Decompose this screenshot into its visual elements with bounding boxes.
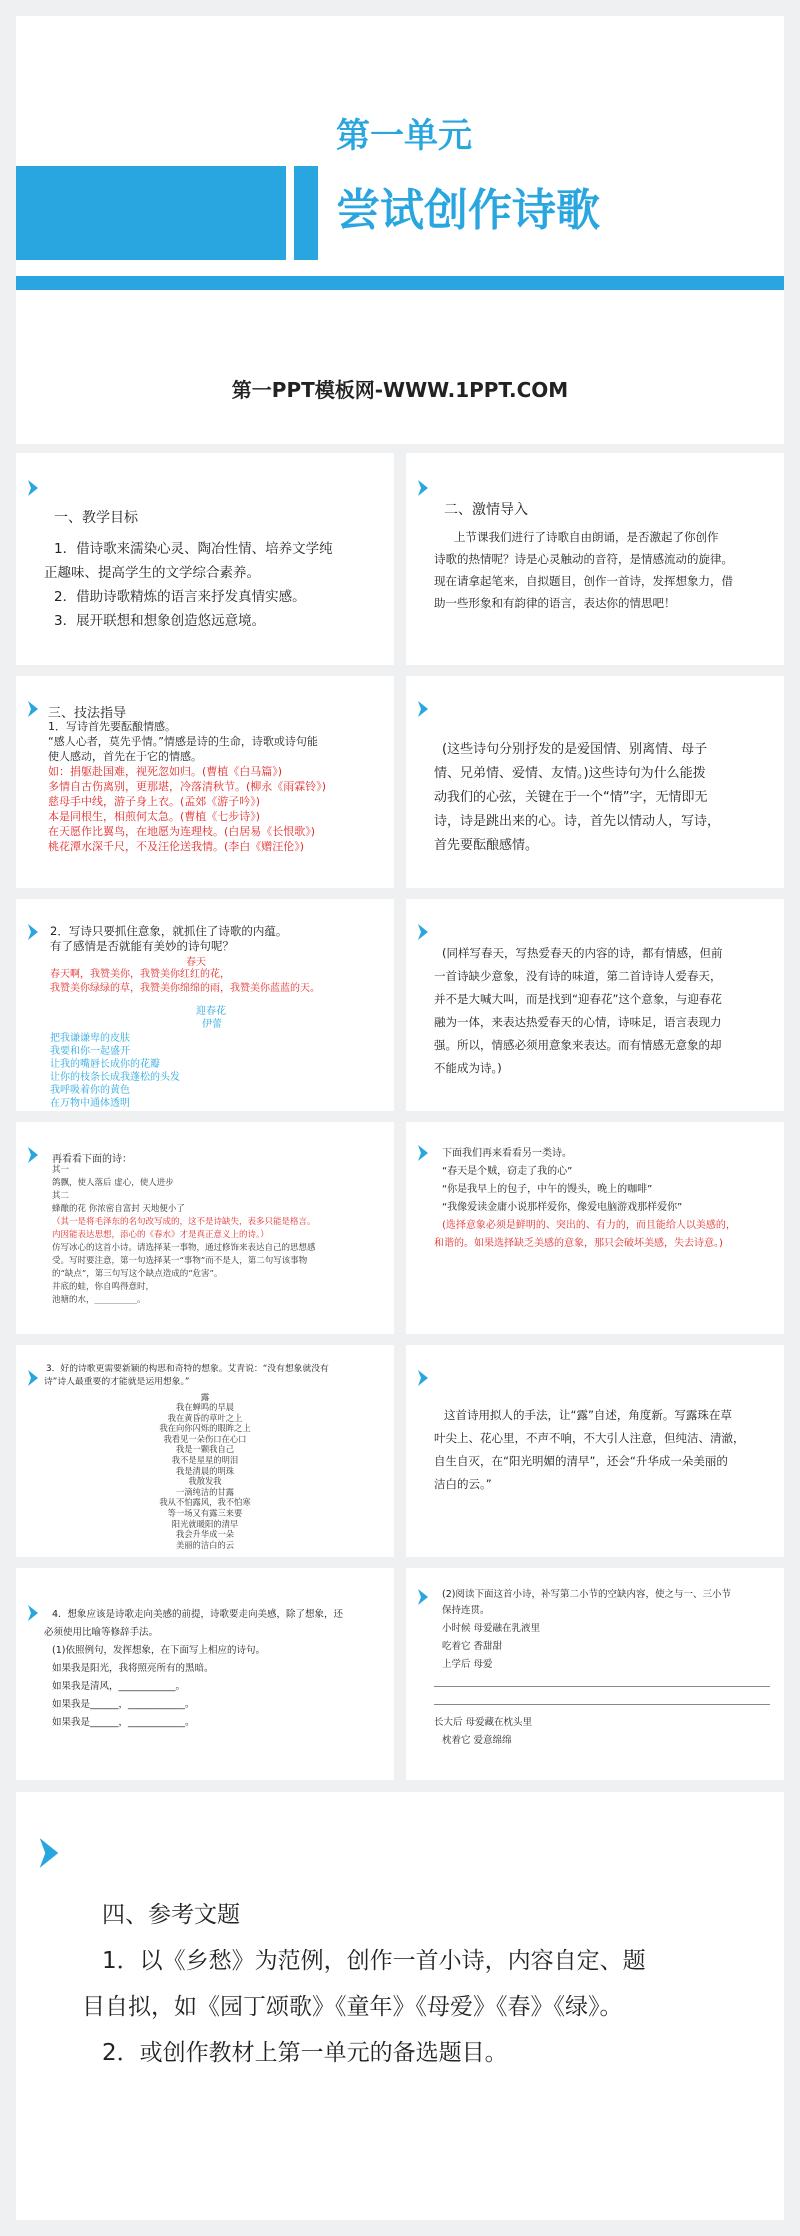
imagination-line: 3．好的诗歌更需要新颖的构思和奇特的想象。艾青说：“没有想象就没有 xyxy=(46,1364,329,1374)
technique-line: 使人感动，首先在于它的情感。 xyxy=(48,750,202,763)
chevron-icon xyxy=(416,923,430,941)
explain-line: 首先要酝酿感情。 xyxy=(434,838,539,853)
cover-slide xyxy=(16,16,784,444)
imagery-line: 有了感情是否就能有美妙的诗句呢？ xyxy=(50,939,234,953)
chevron-icon xyxy=(416,479,430,497)
poem-line: 我看见一朵伤口在心口 xyxy=(163,1433,247,1444)
chevron-icon xyxy=(26,1604,40,1622)
metaphor-line: 必须使用比喻等修辞手法。 xyxy=(44,1627,159,1638)
poem-line: 春天啊，我赞美你，我赞美你红红的花， xyxy=(50,969,230,980)
read-line: 上学后 母爱 xyxy=(442,1659,493,1670)
poem-line: 我散发我 xyxy=(188,1476,222,1487)
poem-line: 我在向你闪烁的眼眸之上 xyxy=(159,1423,251,1434)
cover-left-bar xyxy=(16,166,286,260)
example-line: 本是同根生，相煎何太急。(曹植《七步诗》) xyxy=(48,810,261,823)
explain-line: 一首诗缺少意象，没有诗的味道，第二首诗诗人爱春天， xyxy=(434,969,722,983)
explain-line: 不能成为诗。) xyxy=(434,1061,502,1075)
poem-line: 我不是星星的明泪 xyxy=(171,1454,239,1465)
poem-line: 一滴纯洁的甘露 xyxy=(175,1486,235,1497)
poem-line: 我是清晨的明珠 xyxy=(175,1465,235,1476)
task-line: 受。写时要注意，第一句选择某一“事物”而不是人，第二句写该事物 xyxy=(52,1256,308,1266)
goal-line: 正趣味、提高学生的文学综合素养。 xyxy=(44,565,260,581)
note-line: （其一是将毛泽东的名句改写成的，这不是诗缺失，表多只能是格言。 xyxy=(52,1217,316,1227)
quote-line: “我像爱读金庸小说那样爱你，像爱电脑游戏那样爱你” xyxy=(442,1202,683,1213)
poem-line: 其一 xyxy=(52,1165,70,1175)
example-line: 桃花潭水深千尺，不及汪伦送我情。(李白《赠汪伦》) xyxy=(48,840,305,853)
example-line: 慈母手中线，游子身上衣。(孟郊《游子吟》) xyxy=(48,795,261,808)
slide-imagination xyxy=(16,1345,394,1557)
slide-technique-explain xyxy=(406,676,784,888)
intro-line: 上节课我们进行了诗歌自由朗诵，是否激起了你创作 xyxy=(454,530,719,544)
chevron-icon xyxy=(26,1369,40,1387)
intro-line: 现在请拿起笔来，自拟题目，创作一首诗，发挥想象力，借 xyxy=(434,574,733,588)
topic-line: 2．或创作教材上第一单元的备选题目。 xyxy=(102,2040,508,2066)
explain-line: (这些诗句分别抒发的是爱国情、别离情、母子 xyxy=(442,742,708,757)
chevron-icon xyxy=(26,479,40,497)
read-line: 保持连贯。 xyxy=(442,1605,490,1616)
slide-dew-explain xyxy=(406,1345,784,1557)
quote-line: “你是我早上的包子，中午的馒头，晚上的咖啡” xyxy=(442,1184,653,1195)
intro-line: 诗歌的热情呢？诗是心灵触动的音符，是情感流动的旋律。 xyxy=(434,552,733,566)
chevron-icon xyxy=(36,1836,62,1870)
explain-line: 诗，诗是跳出来的心。诗，首先以情动人，写诗， xyxy=(434,814,721,829)
task-line: 池塘的水，__________。 xyxy=(52,1295,146,1305)
chevron-icon xyxy=(416,1588,430,1606)
slide-imagery xyxy=(16,899,394,1111)
section-heading: 二、激情导入 xyxy=(444,502,528,518)
poem-line: 美丽的洁白的云 xyxy=(175,1539,235,1550)
quote-line: 下面我们再来看看另一类诗。 xyxy=(442,1148,572,1159)
section-heading: 三、技法指导 xyxy=(48,706,127,721)
poem-line: 蜂酿的花 你浓密自富封 天地便小了 xyxy=(52,1204,185,1214)
task-line: 仿写冰心的这首小诗。请选择某一事物，通过修饰来表达自己的思想感 xyxy=(52,1243,316,1253)
slide-reference-topics xyxy=(16,1792,784,2220)
read-line: (2)阅读下面这首小诗，补写第二小节的空缺内容，使之与一、三小节 xyxy=(442,1589,731,1600)
technique-line: “感人心者，莫先乎情。”情感是诗的生命，诗歌或诗句能 xyxy=(48,735,318,748)
section-heading: 一、教学目标 xyxy=(54,510,138,526)
topic-line: 目自拟，如《园丁颂歌》《童年》《母爱》《春》《绿》。 xyxy=(82,1994,623,2020)
chevron-icon xyxy=(26,1146,40,1164)
poem-line: 我从不怕露风，我不怕寒 xyxy=(159,1497,251,1508)
note-line: (选择意象必须是鲜明的、突出的、有力的，而且能给人以美感的， xyxy=(442,1220,736,1231)
slide-metaphor xyxy=(16,1568,394,1780)
explain-line: 融为一体，来表达热爱春天的心情，诗味足，语言表现力 xyxy=(434,1015,722,1029)
metaphor-line: 如果我是清风，____________。 xyxy=(52,1681,186,1692)
explain-line: (同样写春天，写热爱春天的内容的诗，都有情感，但前 xyxy=(442,946,723,960)
chevron-icon xyxy=(416,1144,430,1162)
explain-line: 这首诗用拟人的手法，让“露”自述，角度新。写露珠在草 xyxy=(444,1408,732,1422)
slide-technique-1 xyxy=(16,676,394,888)
explain-line: 叶尖上、花心里，不声不响，不大引人注意，但纯洁、清澈， xyxy=(434,1431,745,1445)
poem-line: 我是一颗我自己 xyxy=(175,1444,235,1455)
cover-title: 尝试创作诗歌 xyxy=(336,185,600,236)
goal-line: 1．借诗歌来濡染心灵、陶冶性情、培养文学纯 xyxy=(54,541,333,557)
poem-line: 等一场又有露三来要 xyxy=(167,1507,243,1518)
intro-line: 助一些形象和有韵律的语言，表达你的情思吧！ xyxy=(434,596,676,610)
cover-mid-bar xyxy=(294,166,318,260)
cover-unit: 第一单元 xyxy=(336,116,472,156)
explain-line: 强。所以，情感必须用意象来表达。而有情感无意象的却 xyxy=(434,1038,722,1052)
read-line: 长大后 母爱藏在枕头里 xyxy=(434,1717,533,1728)
slide-teaching-goals xyxy=(16,453,394,665)
read-line: 小时候 母爱融在乳液里 xyxy=(442,1623,541,1634)
slide-another-type xyxy=(406,1122,784,1334)
explain-line: 动我们的心弦，关键在于一个“情”字，无情即无 xyxy=(434,790,708,805)
poem-line: 我要和你一起盛开 xyxy=(50,1046,130,1057)
quote-line: “春天是个贼，窃走了我的心” xyxy=(442,1166,573,1177)
metaphor-line: 4．想象应该是诗歌走向美感的前提，诗歌要走向美感，除了想象，还 xyxy=(52,1609,344,1620)
example-line: 多情自古伤离别，更那堪，冷落清秋节。(柳永《雨霖铃》) xyxy=(48,780,327,793)
poem-line: 让你的枝条长成我蓬松的头发 xyxy=(50,1072,180,1083)
imagery-line: 2．写诗只要抓住意象，就抓住了诗歌的内蕴。 xyxy=(50,924,288,938)
poem-line: 我呼吸着你的黄色 xyxy=(50,1085,130,1096)
poem-line: 再看看下面的诗： xyxy=(52,1154,132,1165)
read-line: 枕着它 爱意绵绵 xyxy=(442,1735,512,1746)
slide-read-poem xyxy=(406,1568,784,1780)
explain-line: 自生自灭，在“阳光明媚的清早”，还会“升华成一朵美丽的 xyxy=(434,1454,728,1468)
poem-line: 鸽飘，使人落后 虚心，使人进步 xyxy=(52,1178,174,1188)
slide-more-poems xyxy=(16,1122,394,1334)
poem-title-spring: 春天 xyxy=(186,957,206,968)
explain-line: 洁白的云。” xyxy=(434,1477,492,1491)
explain-line: 并不是大喊大叫，而是找到“迎春花”这个意象，与迎春花 xyxy=(434,992,722,1006)
topic-line: 1．以《乡愁》为范例，创作一首小诗，内容自定、题 xyxy=(102,1948,646,1974)
note-line: 内因能表达思想，添心的《春水》才是真正意义上的诗。） xyxy=(52,1230,269,1240)
blank-line xyxy=(434,1686,770,1687)
read-line: 吃着它 香甜甜 xyxy=(442,1641,503,1652)
slide-intro xyxy=(406,453,784,665)
task-line: 的“缺点”，第三句写这个缺点造成的“危害”。 xyxy=(52,1269,223,1279)
task-line: 井底的蛙，你自鸣得意时， xyxy=(52,1282,155,1292)
poem-line: 我会升华成一朵 xyxy=(175,1529,235,1540)
poem-title-flower: 迎春花 xyxy=(196,1006,226,1017)
poem-line: 我赞美你绿绿的草，我赞美你绵绵的雨，我赞美你蓝蓝的天。 xyxy=(50,983,320,994)
note-line: 和谐的。如果选择缺乏美感的意象，那只会破坏美感，失去诗意。) xyxy=(434,1238,723,1249)
goal-line: 2．借助诗歌精炼的语言来抒发真情实感。 xyxy=(54,589,306,605)
explain-line: 情、兄弟情、爱情、友情。)这些诗句为什么能拨 xyxy=(434,766,706,781)
chevron-icon xyxy=(26,700,40,718)
poem-line: 其二 xyxy=(52,1191,70,1201)
metaphor-line: 如果我是______，____________。 xyxy=(52,1717,195,1728)
slide-imagery-explain xyxy=(406,899,784,1111)
chevron-icon xyxy=(416,1369,430,1387)
goal-line: 3．展开联想和想象创造悠远意境。 xyxy=(54,613,266,629)
imagination-line: 诗”诗人最重要的才能就是运用想象。” xyxy=(44,1377,190,1387)
example-line: 如：捐躯赴国难，视死忽如归。(曹植《白马篇》) xyxy=(48,765,283,778)
cover-bottom-bar xyxy=(16,276,784,290)
cover-site: 第一PPT模板网-WWW.1PPT.COM xyxy=(231,378,569,402)
poem-line: 阳光就暖阳的清早 xyxy=(171,1518,239,1529)
metaphor-line: 如果我是______，____________。 xyxy=(52,1699,195,1710)
poem-title-dew: 露 xyxy=(200,1393,210,1403)
poem-author: 伊蕾 xyxy=(202,1019,222,1030)
chevron-icon xyxy=(26,923,40,941)
example-line: 在天愿作比翼鸟，在地愿为连理枝。(白居易《长恨歌》) xyxy=(48,825,316,838)
poem-line: 在万物中通体透明 xyxy=(50,1098,130,1109)
poem-line: 我在蝉鸣的早晨 xyxy=(175,1402,235,1412)
poem-line: 把我谦谦卑的皮肤 xyxy=(50,1033,130,1044)
chevron-icon xyxy=(416,700,430,718)
technique-line: 1．写诗首先要酝酿情感。 xyxy=(48,720,176,733)
metaphor-line: 如果我是阳光，我将照亮所有的黑暗。 xyxy=(52,1663,214,1674)
blank-line xyxy=(434,1704,770,1705)
dew-poem xyxy=(16,1402,394,1550)
poem-line: 让我的嘴唇长成你的花瓣 xyxy=(50,1059,160,1070)
section-heading: 四、参考文题 xyxy=(102,1902,240,1928)
metaphor-line: (1)依照例句，发挥想象，在下面写上相应的诗句。 xyxy=(52,1645,265,1656)
poem-line: 我在黄昏的草叶之上 xyxy=(167,1412,243,1423)
